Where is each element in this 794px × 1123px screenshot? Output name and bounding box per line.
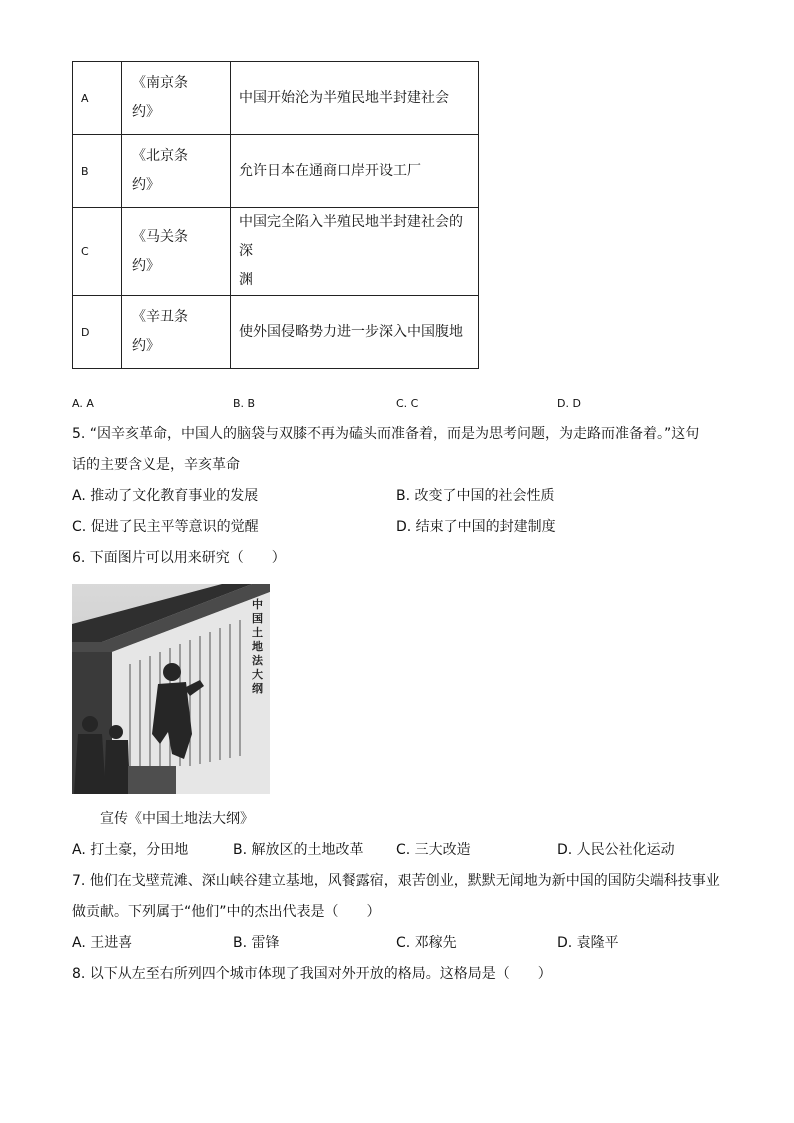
q8-stem: 8. 以下从左至右所列四个城市体现了我国对外开放的格局。这格局是（ ） <box>72 966 552 982</box>
desc-line: 中国开始沦为半殖民地半封建社会 <box>239 89 449 106</box>
q4-option-a[interactable]: A. A <box>72 397 94 410</box>
photo-caption: 宣传《中国土地法大纲》 <box>100 811 254 827</box>
q7-option-a[interactable]: A. 王进喜 <box>72 935 133 951</box>
desc-cell <box>231 296 479 369</box>
treaty-line: 约》 <box>132 257 160 274</box>
q7-stem-line1: 7. 他们在戈壁荒滩、深山峡谷建立基地，风餐露宿，艰苦创业，默默无闻地为新中国的国防尖端科技事业 <box>72 873 720 889</box>
row-label: A <box>73 62 122 135</box>
desc-line: 渊 <box>239 272 253 288</box>
q4-option-c[interactable]: C. C <box>396 397 419 410</box>
photo-illustration <box>72 584 270 794</box>
q4-option-b[interactable]: B. B <box>233 397 256 410</box>
q5-stem-line1: 5. “因辛亥革命，中国人的脑袋与双膝不再为磕头而准备着，而是为思考问题，为走路而准备着。”这句 <box>72 426 700 442</box>
desc-cell <box>231 62 479 135</box>
q5-option-a[interactable]: A. 推动了文化教育事业的发展 <box>72 488 259 504</box>
treaty-cell <box>122 62 231 135</box>
q6-option-b[interactable]: B. 解放区的土地改革 <box>233 842 364 858</box>
treaty-cell <box>122 208 231 296</box>
q6-stem: 6. 下面图片可以用来研究（ ） <box>72 550 286 566</box>
desc-line: 中国完全陷入半殖民地半封建社会的深 <box>239 214 463 259</box>
q7-stem-line2: 做贡献。下列属于“他们”中的杰出代表是（ ） <box>72 904 381 920</box>
treaty-cell <box>122 296 231 369</box>
treaty-cell <box>122 135 231 208</box>
desc-line: 使外国侵略势力进一步深入中国腹地 <box>239 323 463 340</box>
q6-option-d[interactable]: D. 人民公社化运动 <box>557 842 675 858</box>
q5-option-d[interactable]: D. 结束了中国的封建制度 <box>396 519 556 535</box>
treaty-line: 《北京条 <box>132 148 188 164</box>
table-row <box>73 135 479 208</box>
land-law-photo <box>72 584 270 794</box>
treaty-line: 《马关条 <box>132 228 188 245</box>
table-row <box>73 208 479 296</box>
q4-table <box>72 61 479 369</box>
q7-option-d[interactable]: D. 袁隆平 <box>557 935 619 951</box>
desc-cell <box>231 135 479 208</box>
q7-option-b[interactable]: B. 雷锋 <box>233 935 280 951</box>
desc-cell <box>231 208 479 296</box>
table-row <box>73 296 479 369</box>
q7-option-c[interactable]: C. 邓稼先 <box>396 935 457 951</box>
treaty-line: 约》 <box>132 338 160 354</box>
row-label: B <box>73 135 122 208</box>
photo-banner-text: 中国土地法大纲 <box>252 598 263 695</box>
q6-option-c[interactable]: C. 三大改造 <box>396 842 471 858</box>
table-row <box>73 62 479 135</box>
q6-option-a[interactable]: A. 打土豪，分田地 <box>72 842 189 858</box>
treaty-line: 约》 <box>132 104 160 120</box>
desc-line: 允许日本在通商口岸开设工厂 <box>239 162 421 179</box>
row-label: C <box>73 208 122 296</box>
q5-stem-line2: 话的主要含义是，辛亥革命 <box>72 457 240 473</box>
treaty-line: 《南京条 <box>132 75 188 91</box>
q5-option-b[interactable]: B. 改变了中国的社会性质 <box>396 488 555 504</box>
treaty-line: 约》 <box>132 177 160 193</box>
treaty-line: 《辛丑条 <box>132 309 188 325</box>
row-label: D <box>73 296 122 369</box>
q5-option-c[interactable]: C. 促进了民主平等意识的觉醒 <box>72 519 259 535</box>
q4-option-d[interactable]: D. D <box>557 397 581 410</box>
